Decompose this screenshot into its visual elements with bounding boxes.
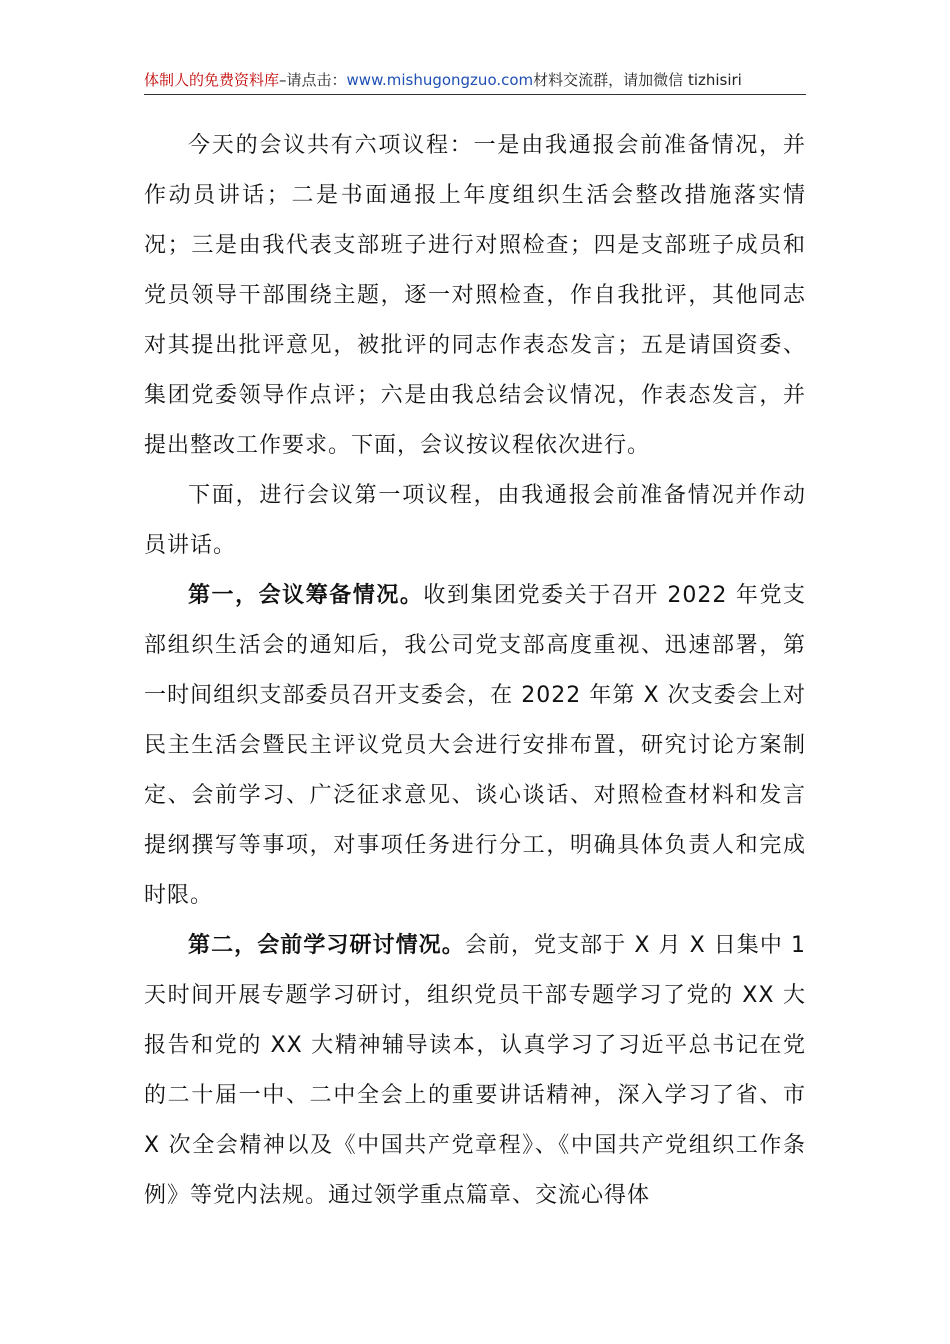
document-body [144, 121, 806, 1221]
paragraph-text: 收到集团党委关于召开 2022 年党支部组织生活会的通知后，我公司党支部高度重视、迅速部署，第一时间组织支部委员召开支委会，在 2022 年第 X 次支委会上对民主生活会暨民主评议党员大会进行安排布置，研究讨论方案制定、会前学习、广泛征求意见、谈心谈话、对照检查材料和发言提纲撰写等事项，对事项任务进行分工，明确具体负责人和完成时限。 [144, 583, 806, 908]
paragraph-text: 会前，党支部于 X 月 X 日集中 1 天时间开展专题学习研讨，组织党员干部专题学习了党的 XX 大报告和党的 XX 大精神辅导读本，认真学习了习近平总书记在党的二十届一中、二中全会上的重要讲话精神，深入学习了省、市 X 次全会精神以及《中国共产党章程》、《中国共产党组织工作条例》等党内法规。通过领学重点篇章、交流心得体 [144, 933, 806, 1208]
header-prompt: –请点击： [279, 71, 347, 89]
header-wechat-note: 材料交流群，请加微信 tizhisiri [533, 71, 742, 89]
paragraph-preparation [144, 571, 806, 921]
paragraph-study [144, 921, 806, 1221]
paragraph-agenda [144, 121, 806, 471]
header-link[interactable]: www.mishugongzuo.com [346, 71, 534, 89]
page-header [144, 66, 806, 95]
paragraph-lead: 第一，会议筹备情况。 [188, 583, 424, 608]
paragraph-first-item [144, 471, 806, 571]
header-brand: 体制人的免费资料库 [144, 71, 280, 89]
paragraph-text: 下面，进行会议第一项议程，由我通报会前准备情况并作动员讲话。 [144, 483, 806, 558]
paragraph-text: 今天的会议共有六项议程：一是由我通报会前准备情况，并作动员讲话；二是书面通报上年度组织生活会整改措施落实情况；三是由我代表支部班子进行对照检查；四是支部班子成员和党员领导干部围绕主题，逐一对照检查，作自我批评，其他同志对其提出批评意见，被批评的同志作表态发言；五是请国资委、集团党委领导作点评；六是由我总结会议情况，作表态发言，并提出整改工作要求。下面，会议按议程依次进行。 [144, 133, 806, 458]
paragraph-lead: 第二，会前学习研讨情况。 [188, 933, 465, 958]
